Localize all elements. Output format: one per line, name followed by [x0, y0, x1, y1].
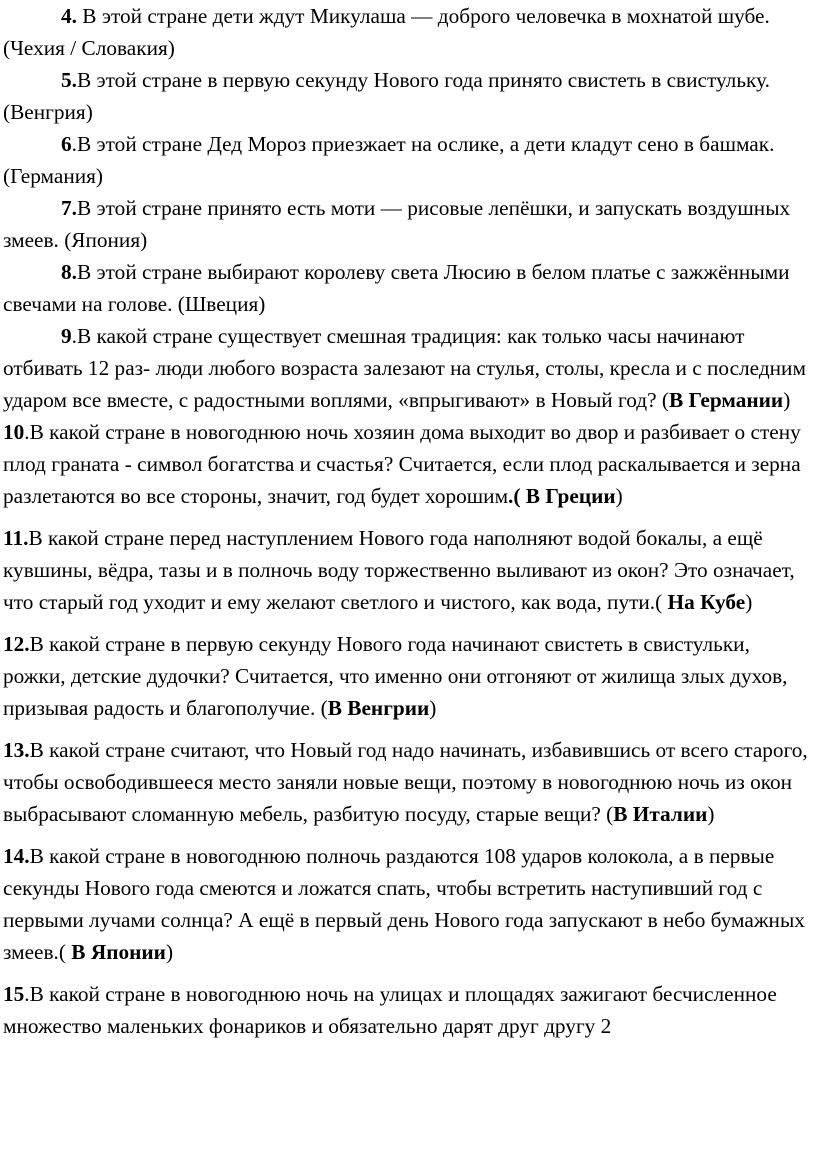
- question-end: ): [745, 590, 753, 614]
- question-13: [3, 734, 815, 830]
- question-end: ): [783, 388, 791, 412]
- document-page: [3, 0, 815, 1042]
- question-end: ): [615, 484, 623, 508]
- question-answer: На Кубе: [667, 590, 746, 614]
- question-7: [3, 192, 815, 256]
- question-number: 8.: [61, 260, 77, 284]
- question-text: В этой стране принято есть моти — рисовые лепёшки, и запускать воздушных змеев. (Япония): [3, 196, 791, 252]
- question-text: В этой стране в первую секунду Нового года принято свистеть в свистульку. (Венгрия): [3, 68, 770, 124]
- question-number: 10: [3, 420, 25, 444]
- question-number: 13.: [3, 738, 30, 762]
- question-answer: .( В Греции: [508, 484, 616, 508]
- question-15: [3, 978, 815, 1042]
- question-9: [3, 320, 815, 416]
- question-12: [3, 628, 815, 724]
- question-text: В какой стране в новогоднюю полночь раздаются 108 ударов колокола, а в первые секунды Нового года смеются и ложатся спать, чтобы встретить наступивший год с первыми лучами солнца? А ещё в первый день Нового года запускают в небо бумажных змеев.(: [3, 844, 805, 964]
- question-14: [3, 840, 815, 968]
- question-text: В какой стране считают, что Новый год надо начинать, избавившись от всего старого, чтобы освободившееся место заняли новые вещи, поэтому в новогоднюю ночь из окон выбрасывают сломанную мебель, разбитую посуду, старые вещи? (: [3, 738, 808, 826]
- question-number: 6: [61, 132, 72, 156]
- question-number: 15: [3, 982, 25, 1006]
- question-text: В какой стране перед наступлением Нового года наполняют водой бокалы, а ещё кувшины, вёдра, тазы и в полночь воду торжественно выливают из окон? Это означает, что старый год уходит и ему желают светлого и чистого, как вода, пути.(: [3, 526, 795, 614]
- question-number: 7.: [61, 196, 77, 220]
- question-number: 14.: [3, 844, 30, 868]
- question-4: [3, 0, 815, 64]
- question-text: В этой стране выбирают королеву света Люсию в белом платье с зажжёнными свечами на голове. (Швеция): [3, 260, 790, 316]
- question-text: .В какой стране в новогоднюю ночь на улицах и площадях зажигают бесчисленное множество маленьких фонариков и обязательно дарят друг другу 2: [3, 982, 777, 1038]
- question-number: 12.: [3, 632, 30, 656]
- question-6: [3, 128, 815, 192]
- question-text: .В какой стране в новогоднюю ночь хозяин дома выходит во двор и разбивает о стену плод граната - символ богатства и счастья? Считается, если плод раскалывается и зерна разлетаются во все стороны, значит, год будет хорошим: [3, 420, 801, 508]
- question-text: .В какой стране существует смешная традиция: как только часы начинают отбивать 12 раз- люди любого возраста залезают на стулья, столы, кресла и с последним ударом все вместе, с радостными воплями, «впрыгивают» в Новый год? (: [3, 324, 806, 412]
- question-end: ): [165, 940, 174, 964]
- question-answer: В Венгрии: [327, 696, 430, 720]
- question-text: .В этой стране Дед Мороз приезжает на ослике, а дети кладут сено в башмак. (Германия): [3, 132, 775, 188]
- question-end: ): [707, 802, 715, 826]
- question-text: В какой стране в первую секунду Нового года начинают свистеть в свистульки, рожки, детские дудочки? Считается, что именно они отгоняют от жилища злых духов, призывая радость и благополучие. (: [3, 632, 788, 720]
- question-5: [3, 64, 815, 128]
- question-answer: В Японии: [71, 940, 166, 964]
- question-number: 11.: [3, 526, 29, 550]
- question-answer: В Италии: [613, 802, 708, 826]
- question-text: В этой стране дети ждут Микулаша — доброго человечка в мохнатой шубе. (Чехия / Словакия): [3, 4, 770, 60]
- question-number: 4.: [61, 4, 77, 28]
- question-number: 9: [61, 324, 72, 348]
- question-8: [3, 256, 815, 320]
- question-11: [3, 522, 815, 618]
- question-number: 5.: [61, 68, 77, 92]
- question-end: ): [429, 696, 437, 720]
- question-answer: В Германии: [668, 388, 784, 412]
- question-10: [3, 416, 815, 512]
